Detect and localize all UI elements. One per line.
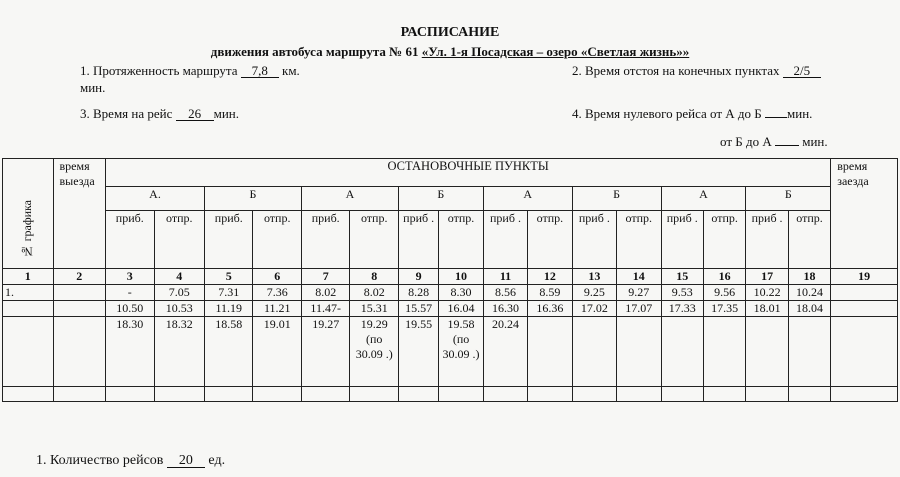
- schedule-cell: 8.28: [398, 285, 438, 301]
- arrival-subheader: приб .: [398, 211, 438, 269]
- column-number: 11: [483, 269, 527, 285]
- column-number: 10: [439, 269, 483, 285]
- schedule-number-header: № графика: [3, 159, 54, 269]
- schedule-cell: 16.30: [483, 301, 527, 317]
- stop-header-2: Б: [205, 187, 302, 211]
- schedule-cell: 9.27: [617, 285, 661, 301]
- arrival-subheader: приб.: [205, 211, 253, 269]
- departure-subheader: отпр.: [439, 211, 483, 269]
- column-number: 15: [661, 269, 703, 285]
- schedule-cell: [831, 317, 898, 387]
- column-number: 8: [350, 269, 398, 285]
- stop-header-8: Б: [746, 187, 831, 211]
- schedule-cell: [746, 317, 788, 387]
- schedule-cell: [53, 317, 106, 387]
- column-number: 19: [831, 269, 898, 285]
- standby-unit: мин.: [80, 80, 106, 95]
- schedule-table: [2, 158, 898, 402]
- empty-cell: [154, 387, 205, 402]
- schedule-cell: -: [106, 285, 154, 301]
- zero-trip-ab-label: 4. Время нулевого рейса от А до Б: [572, 106, 762, 121]
- schedule-cell: 19.55: [398, 317, 438, 387]
- schedule-cell: 9.56: [703, 285, 745, 301]
- empty-cell: [483, 387, 527, 402]
- trip-time-value: 26: [176, 107, 214, 121]
- schedule-cell: [831, 301, 898, 317]
- schedule-cell: [788, 317, 830, 387]
- schedule-cell: 16.36: [528, 301, 572, 317]
- stop-header-3: А: [301, 187, 398, 211]
- departure-subheader: отпр.: [617, 211, 661, 269]
- empty-cell: [831, 387, 898, 402]
- subtitle: [0, 44, 900, 60]
- route-length-unit: км.: [282, 63, 300, 78]
- schedule-cell: 9.25: [572, 285, 616, 301]
- column-number: 3: [106, 269, 154, 285]
- schedule-cell: [53, 285, 106, 301]
- column-number: 5: [205, 269, 253, 285]
- route-length-line: [80, 63, 300, 79]
- departure-subheader: отпр.: [528, 211, 572, 269]
- departure-subheader: отпр.: [253, 211, 301, 269]
- schedule-cell: 8.02: [301, 285, 349, 301]
- schedule-cell: [661, 317, 703, 387]
- empty-cell: [788, 387, 830, 402]
- schedule-cell: 19.27: [301, 317, 349, 387]
- departure-subheader: отпр.: [788, 211, 830, 269]
- column-number: 6: [253, 269, 301, 285]
- column-number: 12: [528, 269, 572, 285]
- trip-time-line: [80, 106, 239, 122]
- schedule-cell: 16.04: [439, 301, 483, 317]
- column-number: 4: [154, 269, 205, 285]
- schedule-cell: 15.31: [350, 301, 398, 317]
- schedule-cell: 11.21: [253, 301, 301, 317]
- zero-trip-ab-line: [572, 106, 812, 122]
- arrival-subheader: приб .: [746, 211, 788, 269]
- stop-header-4: Б: [398, 187, 483, 211]
- empty-cell: [703, 387, 745, 402]
- arrival-subheader: приб .: [572, 211, 616, 269]
- departure-time-header: время выезда: [53, 159, 106, 269]
- schedule-cell: 8.02: [350, 285, 398, 301]
- schedule-cell: 8.59: [528, 285, 572, 301]
- column-number: 14: [617, 269, 661, 285]
- zero-trip-ba-line: [720, 134, 828, 150]
- schedule-cell: [572, 317, 616, 387]
- zero-trip-ba-label: от Б до А: [720, 134, 772, 149]
- empty-cell: [205, 387, 253, 402]
- empty-cell: [301, 387, 349, 402]
- standby-value: 2/5: [783, 64, 821, 78]
- departure-subheader: отпр.: [703, 211, 745, 269]
- empty-cell: [53, 387, 106, 402]
- schedule-cell: 10.50: [106, 301, 154, 317]
- schedule-cell: 17.35: [703, 301, 745, 317]
- schedule-cell: 10.53: [154, 301, 205, 317]
- schedule-cell: 17.33: [661, 301, 703, 317]
- schedule-cell: 11.47-: [301, 301, 349, 317]
- schedule-cell: 1.: [3, 285, 54, 301]
- empty-cell: [746, 387, 788, 402]
- trips-count-line: [36, 453, 225, 469]
- column-number: 13: [572, 269, 616, 285]
- column-number: 7: [301, 269, 349, 285]
- schedule-cell: 8.30: [439, 285, 483, 301]
- stop-header-7: А: [661, 187, 746, 211]
- trip-time-label: 3. Время на рейс: [80, 106, 173, 121]
- trips-count-label: 1. Количество рейсов: [36, 453, 164, 468]
- schedule-cell: 15.57: [398, 301, 438, 317]
- schedule-cell: 10.24: [788, 285, 830, 301]
- schedule-cell: [703, 317, 745, 387]
- schedule-cell: 11.19: [205, 301, 253, 317]
- schedule-cell: 7.31: [205, 285, 253, 301]
- empty-cell: [253, 387, 301, 402]
- schedule-cell: [831, 285, 898, 301]
- column-number: 1: [3, 269, 54, 285]
- empty-cell: [3, 387, 54, 402]
- route-length-value: 7,8: [241, 64, 279, 78]
- schedule-cell: 8.56: [483, 285, 527, 301]
- schedule-cell: 10.22: [746, 285, 788, 301]
- schedule-cell: 17.02: [572, 301, 616, 317]
- departure-subheader: отпр.: [350, 211, 398, 269]
- zero-trip-ba-blank: [775, 145, 799, 146]
- column-number: 16: [703, 269, 745, 285]
- subtitle-route: «Ул. 1-я Посадская – озеро «Светлая жизнь»»: [421, 44, 690, 59]
- schedule-cell: 7.05: [154, 285, 205, 301]
- empty-cell: [398, 387, 438, 402]
- schedule-cell: 18.01: [746, 301, 788, 317]
- schedule-cell: 19.29 (по 30.09 .): [350, 317, 398, 387]
- trips-count-unit: ед.: [208, 453, 226, 468]
- column-number: 2: [53, 269, 106, 285]
- arrival-subheader: приб.: [106, 211, 154, 269]
- schedule-cell: 18.04: [788, 301, 830, 317]
- schedule-cell: 19.58 (по 30.09 .): [439, 317, 483, 387]
- column-number: 9: [398, 269, 438, 285]
- stop-header-1: А.: [106, 187, 205, 211]
- schedule-cell: [3, 301, 54, 317]
- stop-header-6: Б: [572, 187, 661, 211]
- schedule-cell: 18.30: [106, 317, 154, 387]
- stop-header-5: А: [483, 187, 572, 211]
- title: РАСПИСАНИЕ: [400, 25, 500, 40]
- schedule-cell: 18.32: [154, 317, 205, 387]
- schedule-cell: [528, 317, 572, 387]
- empty-cell: [572, 387, 616, 402]
- arrival-subheader: приб .: [483, 211, 527, 269]
- trips-count-value: 20: [167, 454, 205, 468]
- schedule-cell: [3, 317, 54, 387]
- standby-line: [572, 63, 821, 79]
- zero-trip-ab-unit: мин.: [787, 106, 813, 121]
- arrival-subheader: приб.: [301, 211, 349, 269]
- column-number: 18: [788, 269, 830, 285]
- stops-header: ОСТАНОВОЧНЫЕ ПУНКТЫ: [106, 159, 831, 187]
- schedule-cell: 18.58: [205, 317, 253, 387]
- standby-label: 2. Время отстоя на конечных пунктах: [572, 63, 780, 78]
- zero-trip-ba-unit: мин.: [802, 134, 828, 149]
- trip-time-unit: мин.: [213, 106, 240, 121]
- empty-cell: [106, 387, 154, 402]
- schedule-cell: [617, 317, 661, 387]
- schedule-cell: 20.24: [483, 317, 527, 387]
- empty-cell: [617, 387, 661, 402]
- departure-subheader: отпр.: [154, 211, 205, 269]
- schedule-cell: 9.53: [661, 285, 703, 301]
- schedule-cell: 7.36: [253, 285, 301, 301]
- zero-trip-ab-blank: [765, 117, 787, 118]
- schedule-cell: 19.01: [253, 317, 301, 387]
- empty-cell: [528, 387, 572, 402]
- column-number: 17: [746, 269, 788, 285]
- route-length-label: 1. Протяженность маршрута: [80, 63, 238, 78]
- schedule-cell: [53, 301, 106, 317]
- empty-cell: [439, 387, 483, 402]
- return-time-header: время заезда: [831, 159, 898, 269]
- empty-cell: [350, 387, 398, 402]
- schedule-cell: 17.07: [617, 301, 661, 317]
- arrival-subheader: приб .: [661, 211, 703, 269]
- empty-cell: [661, 387, 703, 402]
- subtitle-prefix: движения автобуса маршрута № 61: [210, 44, 422, 59]
